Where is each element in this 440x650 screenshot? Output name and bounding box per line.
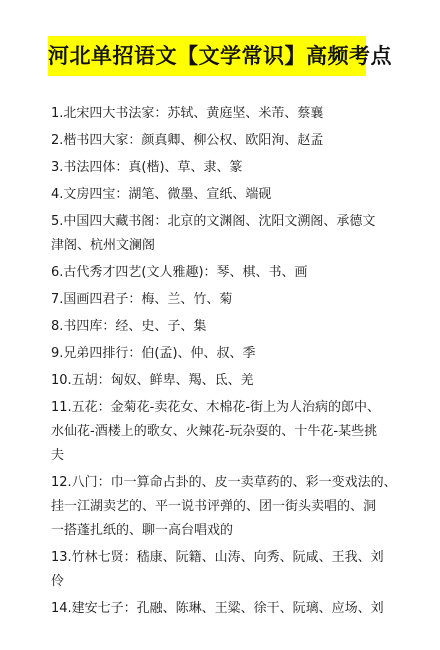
list-item xyxy=(51,369,381,393)
list-item xyxy=(51,183,381,207)
list-item xyxy=(51,546,384,594)
list-item xyxy=(51,129,381,153)
list-item-line: 13.竹林七贤：嵇康、阮籍、山涛、向秀、阮咸、王我、刘 xyxy=(51,550,384,565)
list-item-line: 3.书法四体：真(楷)、草、隶、篆 xyxy=(51,160,243,175)
list-item xyxy=(51,288,381,312)
list-item-line: 4.文房四宝：湖笔、微墨、宣纸、端砚 xyxy=(51,187,272,202)
list-item xyxy=(51,396,381,468)
list-item-line: 9.兄弟四排行：伯(孟)、仲、叔、季 xyxy=(51,346,256,361)
list-item-line: 一搭蓬扎纸的、聊一高台唱戏的 xyxy=(51,523,234,538)
list-item-line: 伶 xyxy=(51,574,65,589)
list-item xyxy=(51,597,384,621)
list-item xyxy=(51,210,381,258)
title-highlight xyxy=(48,36,392,76)
list-item-line: 津阁、杭州文澜阁 xyxy=(51,238,156,253)
list-item-line: 挂一江湖卖艺的、平一说书评弹的、团一街头卖唱的、洞 xyxy=(51,499,377,514)
list-item-line: 11.五花：金菊花-卖花女、木棉花-街上为人治病的郎中、 xyxy=(51,400,381,415)
list-item-line: 6.古代秀才四艺(文人雅趣)：琴、棋、书、画 xyxy=(51,265,308,280)
list-item xyxy=(51,315,381,339)
list-item xyxy=(51,342,381,366)
list-item-line: 14.建安七子：孔融、陈琳、王粱、徐干、阮璃、应场、刘 xyxy=(51,601,384,616)
list-item-line: 2.楷书四大家：颜真卿、柳公权、欧阳洵、赵孟 xyxy=(51,133,324,148)
list-item-line: 1.北宋四大书法家：苏轼、黄庭坚、米芾、蔡襄 xyxy=(51,106,324,121)
list-item xyxy=(51,156,381,180)
list-item-line: 8.书四库：经、史、子、集 xyxy=(51,319,207,334)
list-item xyxy=(51,471,397,543)
list-item-line: 10.五胡：匈奴、鲜卑、羯、氐、羌 xyxy=(51,373,254,388)
knowledge-list xyxy=(51,102,397,624)
list-item xyxy=(51,261,381,285)
list-item-line: 夫 xyxy=(51,448,65,463)
list-item xyxy=(51,102,381,126)
page-title: 河北单招语文【文学常识】高频考点 xyxy=(48,44,392,68)
list-item-line: 12.八门：巾一算命占卦的、皮一卖草药的、彩一变戏法的、 xyxy=(51,475,397,490)
list-item-line: 水仙花-酒楼上的歌女、火辣花-玩杂耍的、十牛花-某些挑 xyxy=(51,424,378,439)
list-item-line: 7.国画四君子：梅、兰、竹、菊 xyxy=(51,292,233,307)
list-item-line: 5.中国四大藏书阁：北京的文渊阁、沈阳文溯阁、承德文 xyxy=(51,214,376,229)
